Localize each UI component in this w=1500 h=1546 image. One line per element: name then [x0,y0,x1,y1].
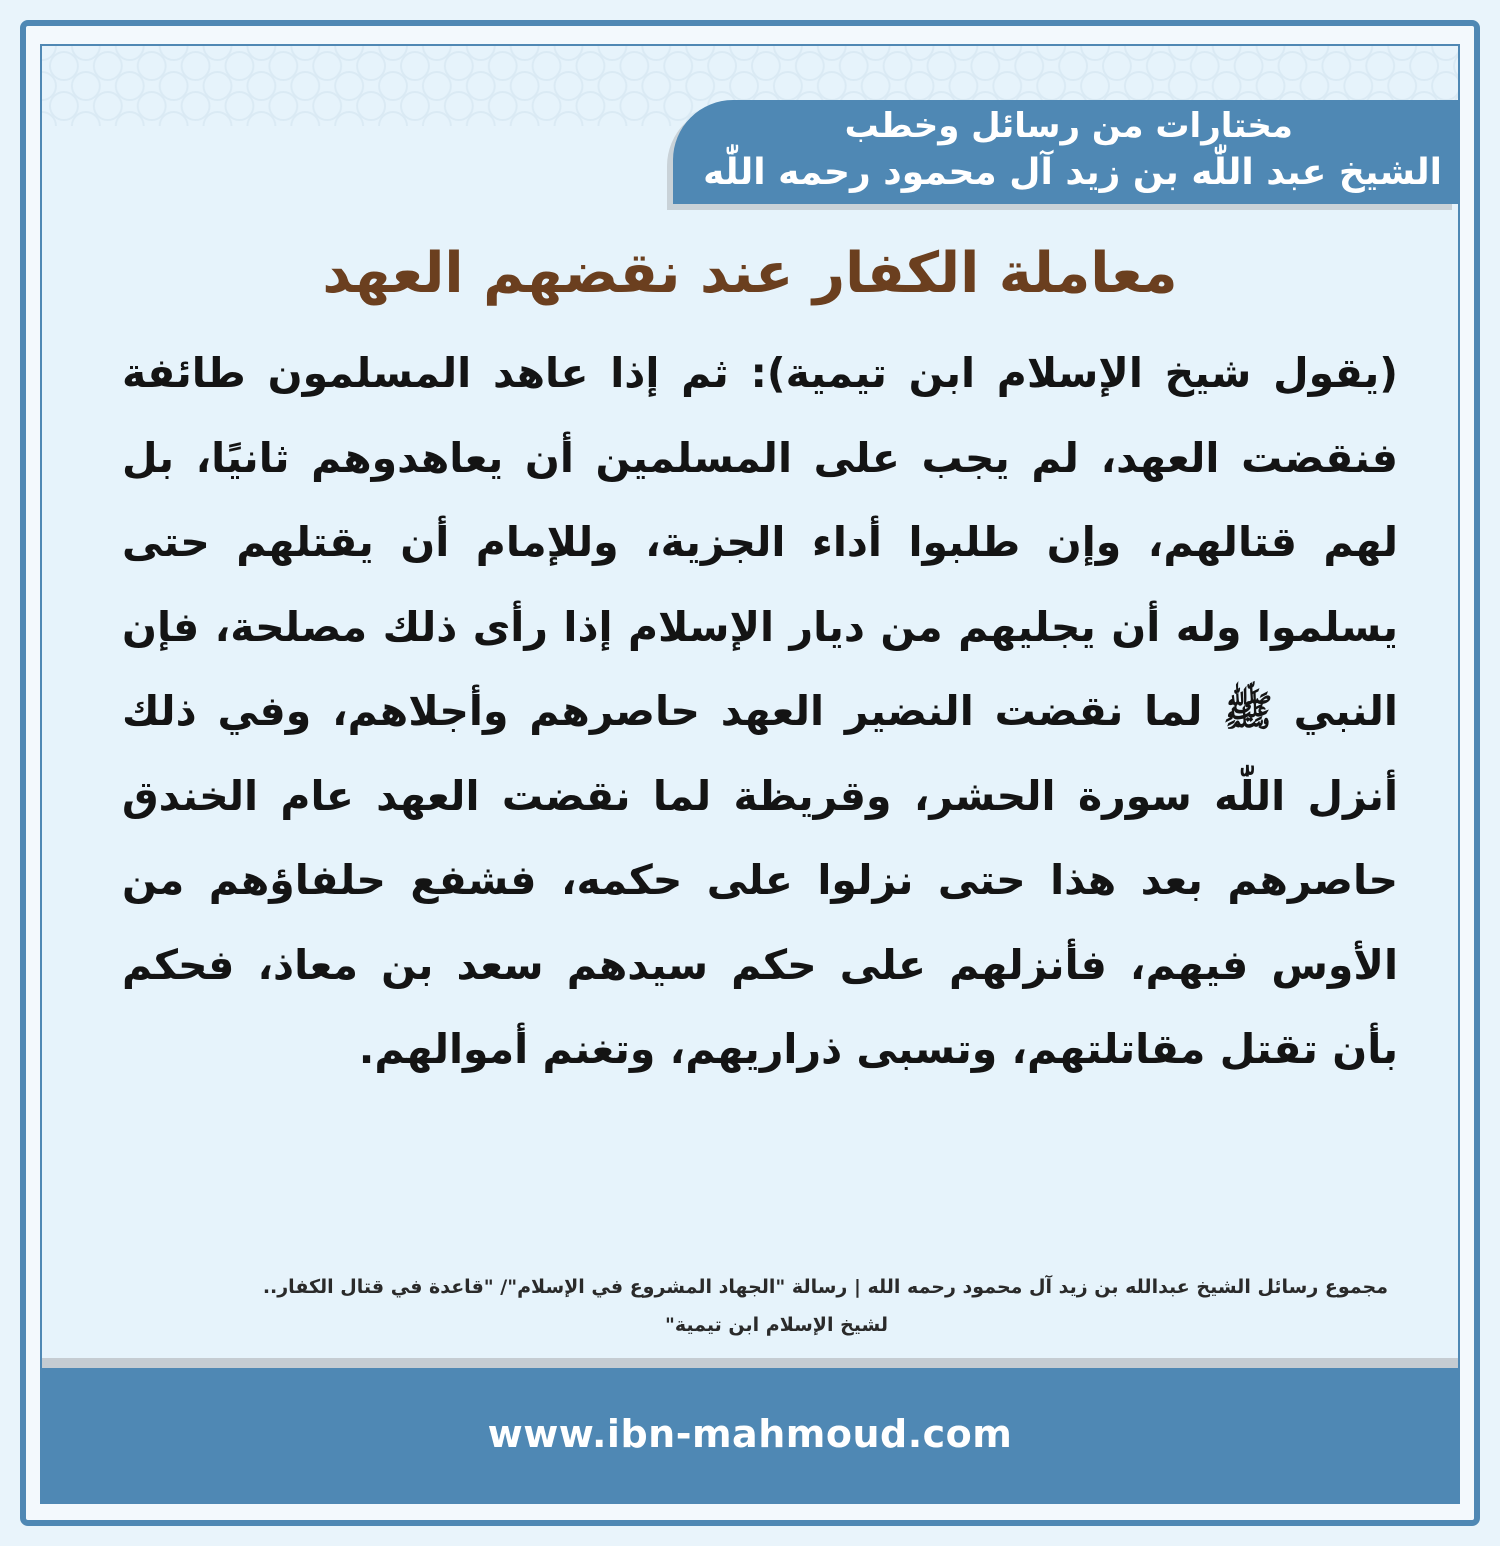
header-subtitle: مختارات من رسائل وخطب [844,106,1293,146]
quote-text: (يقول شيخ الإسلام ابن تيمية): ثم إذا عاهد المسلمون طائفة فنقضت العهد، لم يجب على المسلمين أن يعاهدوهم ثانيًا، بل لهم قتالهم، وإن طلبوا أداء الجزية، وللإمام أن يقتلهم حتى يسلموا وله أن يجليهم من ديار الإسلام إذا رأى ذلك مصلحة، فإن النبي ﷺ لما نقضت النضير العهد حاصرهم وأجلاهم، وفي ذلك أنزل اللّٰه سورة الحشر، وقريظة لما نقضت العهد عام الخندق حاصرهم بعد هذا حتى نزلوا على حكمه، فشفع حلفاؤهم من الأوس فيهم، فأنزلهم على حكم سيدهم سعد بن معاذ، فحكم بأن تقتل مقاتلتهم، وتسبى ذراريهم، وتغنم أموالهم. [122,349,1398,1073]
header-author: الشيخ عبد اللّٰه بن زيد آل محمود رحمه اللّٰه [703,152,1442,193]
page-title: معاملة الكفار عند نقضهم العهد [322,241,1178,306]
footer-divider [42,1358,1458,1368]
website-link[interactable]: www.ibn-mahmoud.com [487,1412,1013,1456]
source-line-2: لشيخ الإسلام ابن تيمية" [664,1314,888,1336]
content-card [40,44,1460,1504]
source-citation [112,1268,1388,1344]
source-line-1: مجموع رسائل الشيخ عبدالله بن زيد آل محمود رحمه الله | رسالة "الجهاد المشروع في الإسلام"/ "قاعدة في قتال الكفار.. [262,1276,1388,1298]
header-banner [673,100,1458,204]
footer-bar [42,1368,1458,1502]
